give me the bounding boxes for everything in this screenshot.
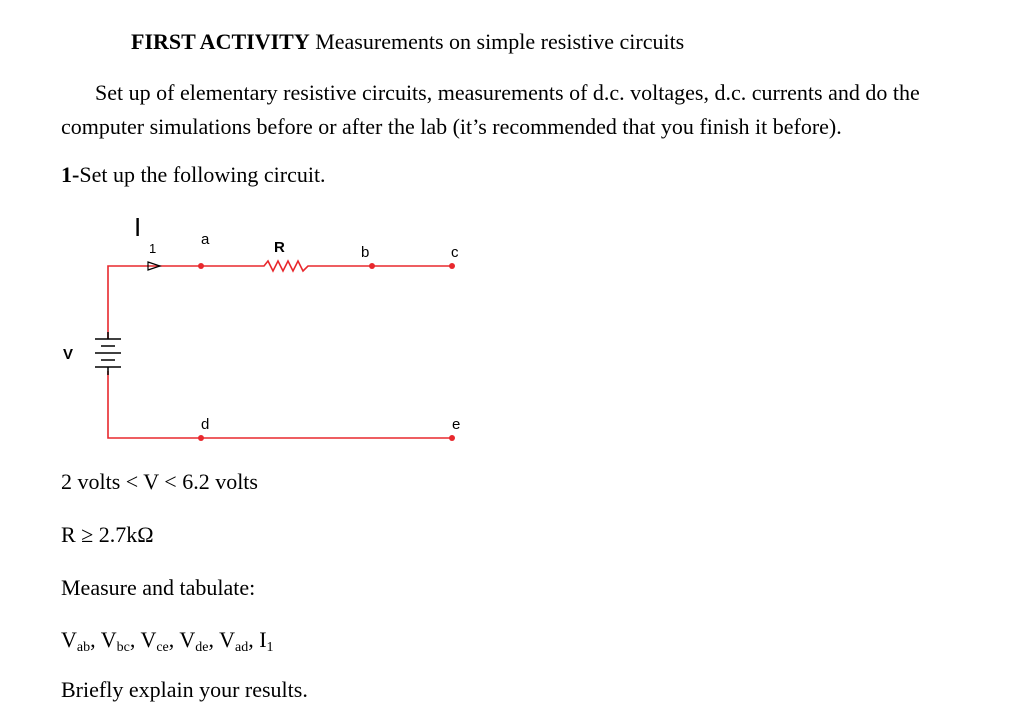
battery-icon xyxy=(95,332,121,375)
intro-line-2: computer simulations before or after the lab (it’s recommended that you finish it before). xyxy=(61,114,842,139)
voltage-condition: 2 volts < V < 6.2 volts xyxy=(61,469,258,494)
node-d-dot xyxy=(198,435,204,441)
current-label: I xyxy=(134,212,142,242)
var-vbc: $V_{bc}$ xyxy=(100,627,130,655)
wire-bottom xyxy=(108,371,452,438)
step-text: Set up the following circuit. xyxy=(79,162,326,187)
node-c-dot xyxy=(449,263,455,269)
resistor-symbol xyxy=(258,261,319,271)
node-d-label: d xyxy=(201,416,210,433)
node-b-dot xyxy=(369,263,375,269)
step-number: 1- xyxy=(61,162,80,187)
measure-instruction: Measure and tabulate: xyxy=(61,575,256,600)
var-vce: $V_{ce}$ xyxy=(140,627,169,655)
resistor-label: R xyxy=(274,239,285,256)
node-a-label: a xyxy=(201,231,210,248)
wire-top-left xyxy=(108,266,258,339)
explain-instruction: Briefly explain your results. xyxy=(61,677,308,702)
node-b-label: b xyxy=(361,244,370,261)
measurement-list: $V_{ab}$, $V_{bc}$, $V_{ce}$, $V_{de}$, $V_{ad}$, $I_1$ xyxy=(61,627,274,655)
circuit-nodes xyxy=(198,263,455,441)
activity-label: FIRST ACTIVITY xyxy=(131,29,310,54)
circuit-wires xyxy=(108,261,452,438)
var-vad: $V_{ad}$ xyxy=(219,627,249,655)
current-index: 1 xyxy=(149,241,157,256)
source-label: V xyxy=(63,346,74,363)
node-e-label: e xyxy=(452,416,461,433)
var-i1: $I_1$ xyxy=(259,627,274,655)
node-a-dot xyxy=(198,263,204,269)
var-vab: $V_{ab}$ xyxy=(61,627,91,655)
activity-subtitle: Measurements on simple resistive circuits xyxy=(309,29,685,54)
intro-line-1: Set up of elementary resistive circuits, measurements of d.c. voltages, d.c. currents and do the xyxy=(95,80,920,105)
var-vde: $V_{de}$ xyxy=(179,627,209,655)
node-e-dot xyxy=(449,435,455,441)
resistance-condition: R ≥ 2.7kΩ xyxy=(61,522,154,547)
node-c-label: c xyxy=(451,244,459,261)
